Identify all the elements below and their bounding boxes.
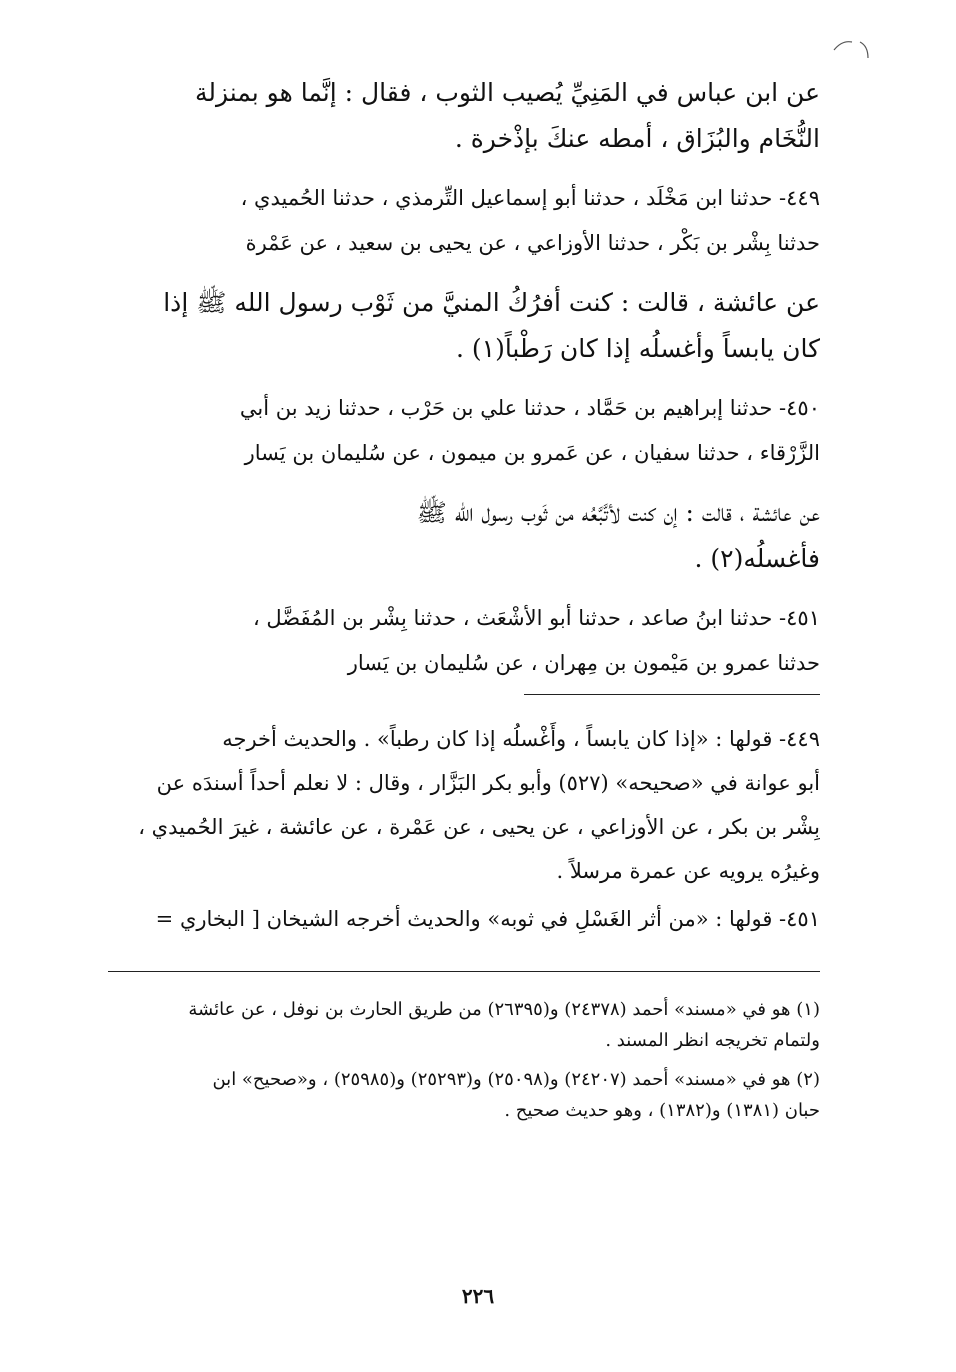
text-line: عن ابن عباس في المَنِيِّ يُصيب الثوب ، فقال : إنَّما هو بمنزلة [194,78,820,107]
page-number: ٢٢٦ [461,1284,495,1308]
text-line: عن عائشة ، قالت : كنت أفرُكُ المنيَّ من ثَوْب رسول الله ﷺ إذا [163,288,820,317]
text-line: ٤٥١- حدثنا ابنُ صاعد ، حدثنا أبو الأشْعَث ، حدثنا بِشْر بن المُفَضَّل ، [252,606,820,630]
commentary-divider [524,694,820,695]
text-line: ٤٤٩- حدثنا ابن مَخْلَد ، حدثنا أبو إسماعيل التِّرمذي ، حدثنا الحُميدي ، [240,186,820,210]
text-line: ٤٥٠- حدثنا إبراهيم بن حَمَّاد ، حدثنا علي بن حَرْب ، حدثنا زيد بن أبي [239,396,820,420]
footnote-divider [108,971,820,972]
text-line: فأغسلُه(٢) . [694,544,820,573]
text-line: بِشْر بن بكر ، عن الأوزاعي ، عن يحيى ، عن عَمْرة ، عن عائشة ، غيرَ الحُميدي ، [138,815,820,839]
footnote-1 [108,994,820,1056]
isnad-paragraph-451 [108,596,820,686]
page-body [108,70,820,1134]
text-line: حبان (١٣٨١) و(١٣٨٢) ، وهو حديث صحيح . [504,1100,820,1121]
commentary-note-451 [108,897,820,941]
text-line: كان يابساً وأغسلُه إذا كان رَطْباً(١) . [455,334,820,363]
corner-bracket-mark [830,36,872,66]
text-line: (٢) هو في «مسند» أحمد (٢٤٢٠٧) و(٢٥٠٩٨) و(٢٥٢٩٣) و(٢٥٩٨٥) ، و«صحيح» ابن [212,1069,820,1090]
text-line: حدثنا بِشْر بن بَكْر ، حدثنا الأوزاعي ، عن يحيى بن سعيد ، عن عَمْرة [245,231,820,255]
text-line: حدثنا عمرو بن مَيْمون بن مِهران ، عن سُليمان بن يَسار [347,651,820,675]
isnad-paragraph-450 [108,386,820,476]
footnotes-section [108,994,820,1126]
text-line: عن عائشة ، قالت : إن كنت لأتَّبَّعُه من ثَوب رسول الله ﷺ [416,498,820,527]
text-line: ٤٥١- قولها : «من أثر الغَسْلِ في ثوبه» والحديث أخرجه الشيخان [ البخاري = [155,907,820,931]
commentary-section [108,717,820,941]
text-line: ٤٤٩- قولها : «إذا كان يابساً ، وأَغْسلُه إذا كان رطباً» . والحديث أخرجه [222,727,820,751]
text-line: وغيرُه يرويه عن عمرة مرسلاً . [556,859,820,883]
matn-paragraph [108,280,820,372]
text-line: أبو عوانة في «صحيحه» (٥٢٧) وأبو بكر البَزَّار ، وقال : لا نعلم أحداً أسندَه عن [156,771,820,795]
commentary-note-449 [108,717,820,893]
text-line: الزَّرْقاء ، حدثنا سفيان ، عن عَمرو بن ميمون ، عن سُليمان بن يَسار [244,441,820,465]
text-line: (١) هو في «مسند» أحمد (٢٤٣٧٨) و(٢٦٣٩٥) من طريق الحارث بن نوفل ، عن عائشة [188,999,820,1020]
text-line: ولتمام تخريجه انظر المسند . [605,1030,820,1051]
text-line: النُّخَام والبُزَاق ، أمطه عنكَ بإذْخرة . [454,124,820,153]
footnote-2 [108,1064,820,1126]
isnad-paragraph-449 [108,176,820,266]
matn-paragraph [108,490,820,582]
matn-paragraph [108,70,820,162]
